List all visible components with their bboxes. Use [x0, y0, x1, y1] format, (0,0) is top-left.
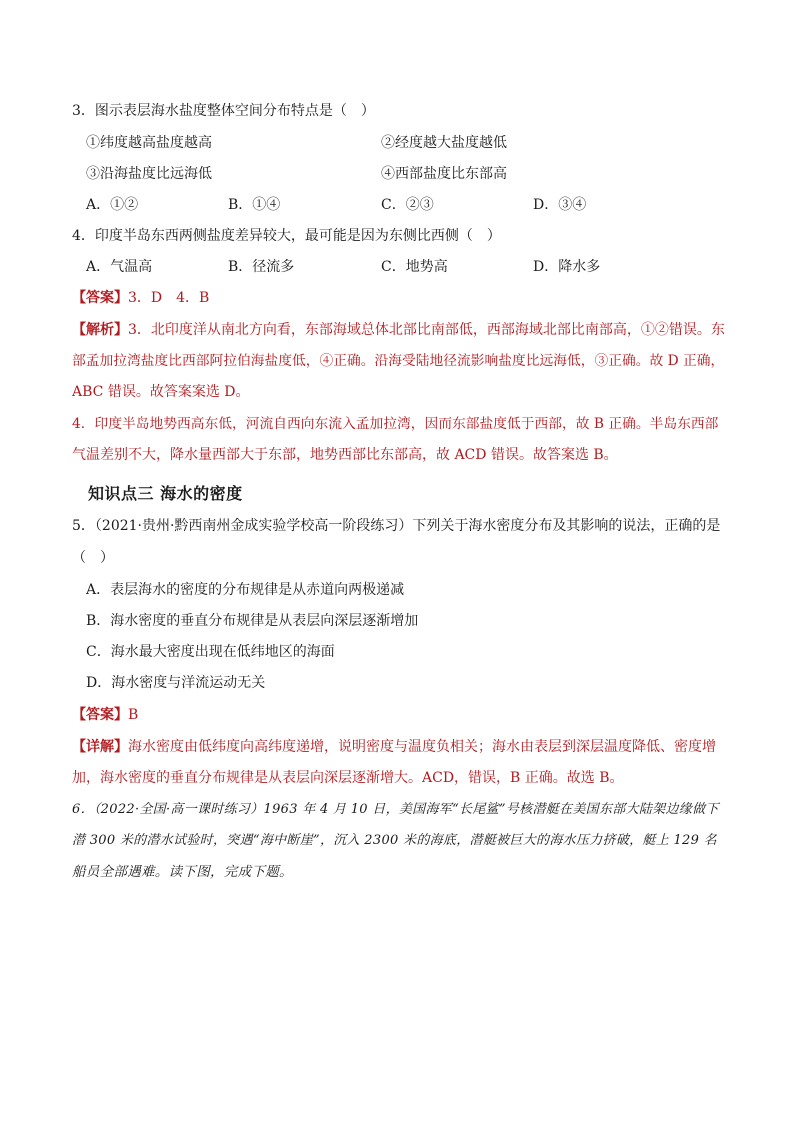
question-4-option-a: A．气温高: [86, 259, 153, 275]
question-4-option-d: D．降水多: [533, 259, 601, 275]
question-5-stem-line-2: （ ）: [72, 550, 114, 566]
detail-text-1: 海水密度由低纬度向高纬度递增，说明密度与温度负相关；海水由表层到深层温度降低、密度增: [128, 739, 716, 755]
answer-label: 【答案】: [72, 290, 128, 306]
answer-block-1: [72, 288, 209, 308]
question-3-statement-1: ①纬度越高盐度越高: [86, 135, 212, 151]
question-3-option-c: C．②③: [381, 197, 434, 213]
analysis-line-2: 部孟加拉湾盐度比西部阿拉伯海盐度低，④正确。沿海受陆地径流影响盐度比远海低，③正确。故 D 正确，: [72, 353, 725, 369]
answer-label-2: 【答案】: [72, 707, 128, 723]
question-3-stem: 3．图示表层海水盐度整体空间分布特点是（ ）: [72, 103, 375, 119]
question-5-stem-line-1: 5．（2021·贵州·黔西南州金成实验学校高一阶段练习）下列关于海水密度分布及其影响的说法，正确的是: [72, 518, 721, 534]
answer-text-2: B: [128, 707, 139, 723]
question-5-option-b: B．海水密度的垂直分布规律是从表层向深层逐渐增加: [86, 613, 419, 629]
question-5-option-d: D．海水密度与洋流运动无关: [86, 675, 266, 691]
analysis-line-4: 4．印度半岛地势西高东低，河流自西向东流入孟加拉湾，因而东部盐度低于西部，故 B 正确。半岛东西部: [72, 416, 719, 432]
analysis-label: 【解析】: [72, 322, 128, 338]
section-heading: 知识点三 海水的密度: [88, 484, 243, 503]
question-6-line-1: 6．（2022·全国·高一课时练习）1963 年 4 月 10 日，美国海军“长尾鲨”号核潜艇在美国东部大陆架边缘做下: [72, 802, 719, 817]
question-3-option-a: A．①②: [86, 197, 139, 213]
detail-label: 【详解】: [72, 739, 128, 755]
analysis-line-3: ABC 错误。故答案案选 D。: [72, 384, 250, 400]
answer-text: 3．D 4．B: [128, 290, 210, 306]
question-3-statement-4: ④西部盐度比东部高: [381, 166, 507, 182]
detail-line-2: 加，海水密度的垂直分布规律是从表层向深层逐渐增大。ACD，错误，B 正确。故选 B。: [72, 770, 624, 786]
analysis-text-1: 3．北印度洋从南北方向看，东部海域总体北部比南部低，西部海域北部比南部高，①②错误。东: [128, 322, 725, 338]
analysis-line-1: [72, 320, 725, 340]
question-3-option-d: D．③④: [533, 197, 587, 213]
answer-block-2: [72, 705, 138, 725]
question-4-option-b: B．径流多: [228, 259, 295, 275]
analysis-line-5: 气温差别不大，降水量西部大于东部，地势西部比东部高，故 ACD 错误。故答案选 B。: [72, 447, 618, 463]
question-6-line-2: 潜 300 米的潜水试验时，突遇“海中断崖”，沉入 2300 米的海底，潜艇被巨大的海水压力挤破，艇上 129 名: [72, 833, 717, 848]
question-3-option-b: B．①④: [228, 197, 281, 213]
question-4-stem: 4．印度半岛东西两侧盐度差异较大，最可能是因为东侧比西侧（ ）: [72, 228, 501, 244]
question-3-statement-2: ②经度越大盐度越低: [381, 135, 507, 151]
detail-line-1: [72, 737, 716, 757]
question-5-option-c: C．海水最大密度出现在低纬地区的海面: [86, 644, 335, 660]
question-5-option-a: A．表层海水的密度的分布规律是从赤道向两极递减: [86, 582, 405, 598]
question-3-statement-3: ③沿海盐度比远海低: [86, 166, 212, 182]
question-6-line-3: 船员全部遇难。读下图，完成下题。: [72, 864, 293, 880]
question-4-option-c: C．地势高: [381, 259, 448, 275]
